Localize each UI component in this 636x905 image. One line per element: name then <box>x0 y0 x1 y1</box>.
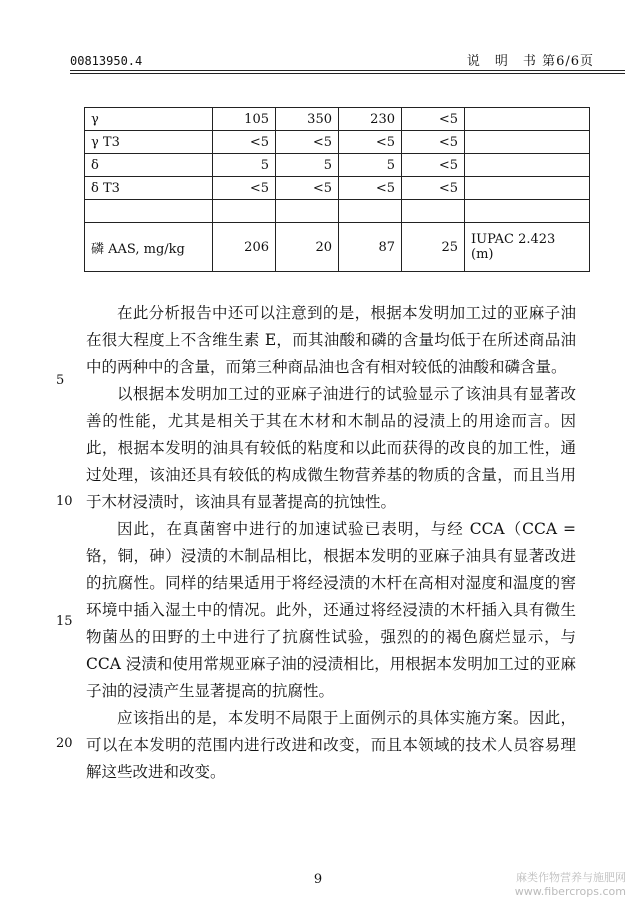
description-body <box>86 300 576 786</box>
table-cell <box>465 154 590 177</box>
paragraph: 以根据本发明加工过的亚麻子油进行的试验显示了该油具有显著改善的性能，尤其是相关于其在木材和木制品的浸渍上的用途而言。因此，根据本发明的油具有较低的粘度和以此而获得的改良的加工性，通过处理，该油还具有较低的构成微生物营养基的物质的含量，而且当用于木材浸渍时，该油具有显著提高的抗蚀性。 <box>86 385 576 511</box>
header-rule-bottom <box>70 73 625 74</box>
row-label: γ T3 <box>85 131 213 154</box>
table-cell <box>465 177 590 200</box>
table-cell: 206 <box>213 223 276 272</box>
table-cell: 5 <box>276 154 339 177</box>
table-cell: 25 <box>402 223 465 272</box>
table-cell: <5 <box>402 154 465 177</box>
table-cell: <5 <box>402 108 465 131</box>
line-number: 20 <box>56 736 73 751</box>
table-row <box>85 108 590 131</box>
table-cell <box>213 200 276 223</box>
document-type: 说 明 书 <box>466 54 537 69</box>
table-row <box>85 223 590 272</box>
row-label: δ T3 <box>85 177 213 200</box>
table-cell: <5 <box>339 177 402 200</box>
watermark-url: www.fibercrops.com <box>514 885 626 898</box>
table-cell: 5 <box>339 154 402 177</box>
table-cell: <5 <box>402 177 465 200</box>
watermark-title: 麻类作物营养与施肥网 <box>516 871 626 884</box>
table-cell: <5 <box>213 131 276 154</box>
watermark <box>515 871 626 899</box>
table-cell: <5 <box>402 131 465 154</box>
line-number: 10 <box>56 494 73 509</box>
paragraph: 应该指出的是，本发明不局限于上面例示的具体实施方案。因此，可以在本发明的范围内进行改进和改变，而且本领域的技术人员容易理解这些改进和改变。 <box>86 709 576 781</box>
table-row <box>85 131 590 154</box>
line-number: 5 <box>56 373 65 388</box>
table-row <box>85 177 590 200</box>
analysis-table <box>84 107 590 272</box>
table-cell: 350 <box>276 108 339 131</box>
table-cell: <5 <box>276 131 339 154</box>
row-label: δ <box>85 154 213 177</box>
header-rule-top <box>70 70 625 71</box>
table-cell <box>402 200 465 223</box>
row-label: 磷 AAS, mg/kg <box>85 223 213 272</box>
table-cell <box>339 200 402 223</box>
row-label: γ <box>85 108 213 131</box>
table-cell <box>276 200 339 223</box>
paragraph: 在此分析报告中还可以注意到的是，根据本发明加工过的亚麻子油在很大程度上不含维生素 E，而其油酸和磷的含量均低于在所述商品油中的两种中的含量，而第三种商品油也含有相对较低的油酸和磷含量。 <box>86 304 576 376</box>
table-cell <box>465 200 590 223</box>
table-cell: <5 <box>339 131 402 154</box>
table-cell-note <box>465 223 590 272</box>
document-type-page-info <box>467 50 594 69</box>
table-cell: 105 <box>213 108 276 131</box>
paragraph: 因此，在真菌窖中进行的加速试验已表明，与经 CCA（CCA = 铬，铜，砷）浸渍的木制品相比，根据本发明的亚麻子油具有显著改进的抗腐性。同样的结果适用于将经浸渍的木杆在高相对湿度和温度的窖环境中插入湿土中的情况。此外，还通过将经浸渍的木杆插入具有微生物菌丛的田野的土中进行了抗腐性试验，强烈的的褐色腐烂显示，与 CCA 浸渍和使用常规亚麻子油的浸渍相比，用根据本发明加工过的亚麻子油的浸渍产生显著提高的抗腐性。 <box>86 520 576 700</box>
method-reference-suffix: (m) <box>471 247 494 262</box>
table-cell: <5 <box>213 177 276 200</box>
table-cell: 20 <box>276 223 339 272</box>
table-cell: 230 <box>339 108 402 131</box>
document-number: 00813950.4 <box>70 54 143 68</box>
line-number: 15 <box>56 614 73 629</box>
table-cell: <5 <box>276 177 339 200</box>
table-cell: 5 <box>213 154 276 177</box>
page-number: 9 <box>313 872 323 887</box>
table-row <box>85 200 590 223</box>
method-reference: IUPAC 2.423 <box>471 232 556 247</box>
row-label <box>85 200 213 223</box>
page-info: 第6/6页 <box>542 54 594 69</box>
table-cell <box>465 108 590 131</box>
table-row <box>85 154 590 177</box>
table-cell <box>465 131 590 154</box>
table-cell: 87 <box>339 223 402 272</box>
